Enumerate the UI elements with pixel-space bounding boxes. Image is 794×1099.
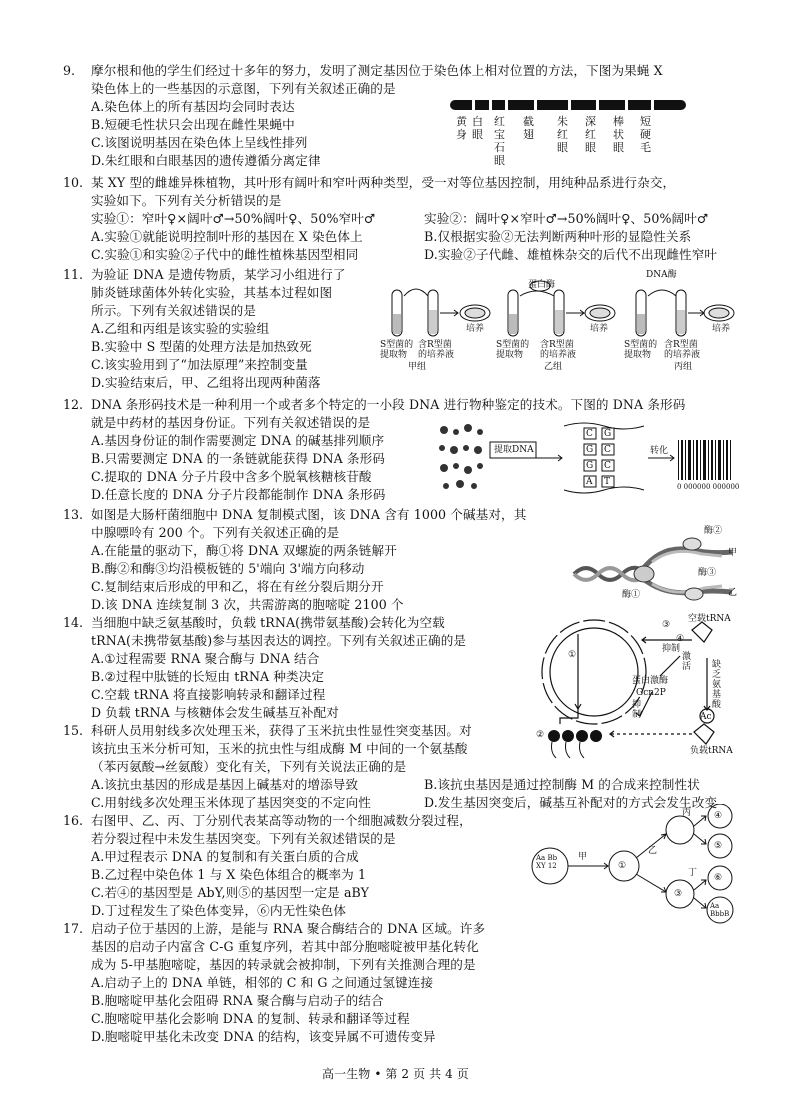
option-c: C.若④的基因型是 AbY,则⑤的基因型一定是 aBY — [91, 885, 370, 900]
question-stem: 如图是大肠杆菌细胞中 DNA 复制模式图，该 DNA 含有 1000 个碱基对，其 — [91, 507, 527, 522]
question-number: 11. — [63, 267, 84, 282]
option-b: B.实验中 S 型菌的处理方法是加热致死 — [91, 339, 312, 354]
enzyme2-label: 酶② — [704, 526, 723, 536]
medium-label: 含R型菌的培养液 — [540, 340, 577, 360]
option-b: B.胞嘧啶甲基化会阻碍 RNA 聚合酶与启动子的结合 — [91, 993, 384, 1008]
experiment-1: 实验①：窄叶♀×阔叶♂→50%阔叶♀、50%窄叶♂ — [91, 211, 376, 226]
lack-aa-label: 缺乏氨基酸 — [712, 660, 722, 710]
option-d: D.胞嘧啶甲基化未改变 DNA 的结构，该变异属不可遗传变异 — [91, 1029, 436, 1044]
option-c: C.提取的 DNA 分子片段中含多个脱氧核糖核苷酸 — [91, 469, 372, 484]
option-c: C.复制结束后形成的甲和乙，将在有丝分裂后期分开 — [91, 579, 384, 594]
option-d: D.实验结束后，甲、乙组将出现两种菌落 — [91, 375, 321, 390]
empty-trna-label: 空载tRNA — [688, 614, 731, 624]
question-stem: 右图甲、乙、丙、丁分别代表某高等动物的一个细胞减数分裂过程， — [91, 813, 472, 828]
question-number: 9. — [63, 63, 76, 78]
extract-label: S型菌的提取物 — [496, 340, 530, 360]
question-number: 12. — [63, 397, 84, 412]
question-stem: 若分裂过程中未发生基因突变。下列有关叙述错误的是 — [91, 831, 396, 846]
option-b: B.只需要测定 DNA 的一条链就能获得 DNA 条形码 — [91, 451, 385, 466]
option-c: C.胞嘧啶甲基化会影响 DNA 的复制、转录和翻译等过程 — [91, 1011, 410, 1026]
transformation-experiment-diagram — [378, 268, 738, 374]
question-stem: 就是中药材的基因身份证。下列有关叙述错误的是 — [91, 415, 371, 430]
inhibit-label: 抑制 — [662, 644, 681, 654]
option-d: D.发生基因突变后，碱基互补配对的方式会发生改变 — [424, 795, 718, 810]
option-c: C.该实验用到了“加法原理”来控制变量 — [91, 357, 308, 372]
n1-label: ① — [568, 650, 577, 660]
extract-label: S型菌的提取物 — [624, 340, 658, 360]
option-a: A.甲过程表示 DNA 的复制和有关蛋白质的合成 — [91, 849, 359, 864]
option-d: D.任意长度的 DNA 分子片段都能制作 DNA 条形码 — [91, 487, 386, 502]
group-label: 甲组 — [408, 362, 427, 372]
question-stem: 实验如下。下列有关分析错误的是 — [91, 193, 282, 208]
question-stem: tRNA(未携带氨基酸)参与基因表达的调控。下列有关叙述正确的是 — [91, 633, 467, 648]
page-footer: 高一生物 • 第 2 页 共 4 页 — [322, 1067, 469, 1081]
n3-label: ③ — [674, 889, 683, 899]
n4-label: ④ — [714, 811, 723, 821]
dna-replication-diagram — [572, 524, 738, 612]
option-a: A.在能量的驱动下，酶①将 DNA 双螺旋的两条链解开 — [91, 543, 397, 558]
option-d: D.朱红眼和白眼基因的遗传遵循分离定律 — [91, 153, 321, 168]
option-a: A.实验①就能说明控制叶形的基因在 X 染色体上 — [91, 229, 363, 244]
convert-label: 转化 — [650, 446, 669, 456]
gcn2p-label: Gcn2P — [636, 688, 666, 698]
option-c: C.实验①和实验②子代中的雌性植株基因型相同 — [91, 247, 359, 262]
question-stem: 当细胞中缺乏氨基酸时，负载 tRNA(携带氨基酸)会转化为空载 — [91, 615, 445, 630]
question-stem: （苯丙氨酸→丝氨酸）变化有关，下列有关说法正确的是 — [91, 759, 407, 774]
yi-label: 乙 — [648, 846, 658, 856]
gene-label: 朱红眼 — [557, 115, 568, 154]
n5-label: ⑤ — [714, 841, 723, 851]
loaded-trna-label: 负载tRNA — [690, 746, 733, 756]
base-label: G — [586, 445, 594, 455]
base-label: C — [604, 445, 611, 455]
cell-genotype: Aa Bb XY 12 — [536, 854, 558, 870]
enzyme3-label: 酶③ — [698, 568, 717, 578]
gene-label: 棒状眼 — [613, 115, 624, 154]
n4-label: ④ — [676, 634, 685, 644]
question-stem: 所示。下列有关叙述错误的是 — [91, 303, 257, 318]
option-d: D.实验②子代雌、雄植株杂交的后代不出现雌性窄叶 — [424, 247, 718, 262]
question-stem: 中腺嘌呤有 200 个。下列有关叙述正确的是 — [91, 525, 340, 540]
dnase-label: DNA酶 — [646, 270, 677, 280]
ac-label: Ac — [700, 712, 712, 722]
question-number: 15. — [63, 723, 84, 738]
n3-label: ③ — [662, 620, 671, 630]
bing-label: 丙 — [682, 808, 692, 818]
x-chromosome-diagram — [450, 95, 688, 175]
option-a: A.该抗虫基因的形成是基因上碱基对的增添导致 — [91, 777, 359, 792]
option-c: C.该图说明基因在染色体上呈线性排列 — [91, 135, 308, 150]
base-label: A — [586, 477, 593, 487]
question-number: 17. — [63, 921, 84, 936]
option-b: B.该抗虫基因是通过控制酶 M 的合成来控制性状 — [424, 777, 700, 792]
protein-kinase-label: 蛋白激酶 — [632, 676, 669, 686]
gene-label: 黄身 — [456, 115, 467, 141]
jia-label: 甲 — [578, 852, 588, 862]
option-b: B.酶②和酶③均沿模板链的 5'端向 3'端方向移动 — [91, 561, 365, 576]
option-b: B.仅根据实验②无法判断两种叶形的显隐性关系 — [424, 229, 692, 244]
option-b: B.乙过程中染色体 1 与 X 染色体组合的概率为 1 — [91, 867, 367, 882]
barcode-digits: 0 000000 000000 — [677, 483, 740, 491]
gene-label: 短硬毛 — [640, 115, 651, 154]
base-label: C — [604, 461, 611, 471]
option-c: C.用射线多次处理玉米体现了基因突变的不定向性 — [91, 795, 371, 810]
question-stem: 为验证 DNA 是遗传物质，某学习小组进行了 — [91, 267, 346, 282]
gene-label: 深红眼 — [585, 115, 596, 154]
n2-label: ② — [536, 730, 545, 740]
question-stem: 启动子位于基因的上游，是能与 RNA 聚合酶结合的 DNA 区域。许多 — [91, 921, 486, 936]
medium-label: 含R型菌的培养液 — [664, 340, 701, 360]
base-label: G — [604, 429, 612, 439]
option-a: A.①过程需要 RNA 聚合酶与 DNA 结合 — [91, 651, 320, 666]
option-a: A.染色体上的所有基因均会同时表达 — [91, 99, 295, 114]
protease-label: 蛋白酶 — [528, 280, 556, 290]
question-stem: 肺炎链球菌体外转化实验，其基本过程如图 — [91, 285, 333, 300]
yi-label: 乙 — [728, 588, 738, 598]
base-label: C — [586, 429, 593, 439]
question-stem: 基因的启动子内富含 C-G 重复序列，若其中部分胞嘧啶被甲基化转化 — [91, 939, 479, 954]
question-number: 13. — [63, 507, 84, 522]
gene-label: 红宝石眼 — [494, 115, 505, 167]
jia-label: 甲 — [728, 548, 738, 558]
question-number: 10. — [63, 175, 84, 190]
question-stem: 染色体上的一些基因的示意图，下列有关叙述正确的是 — [91, 81, 396, 96]
question-stem: DNA 条形码技术是一种利用一个或者多个特定的一小段 DNA 进行物种鉴定的技术。下图的 DNA 条形码 — [91, 397, 686, 412]
gene-label: 白眼 — [472, 115, 483, 141]
trna-regulation-diagram — [532, 612, 742, 762]
base-label: G — [586, 461, 594, 471]
question-stem: 科研人员用射线多次处理玉米，获得了玉米抗虫性显性突变基因。对 — [91, 723, 472, 738]
enzyme1-label: 酶① — [622, 590, 641, 600]
extract-label: S型菌的提取物 — [380, 340, 414, 360]
cell6-genotype: Aa BbbB — [710, 902, 730, 918]
option-d: D 负载 tRNA 与核糖体会发生碱基互补配对 — [91, 705, 339, 720]
medium-label: 含R型菌的培养液 — [418, 340, 455, 360]
n6-label: ⑥ — [714, 873, 723, 883]
chromosome-svg — [450, 95, 688, 175]
group-label: 丙组 — [674, 362, 693, 372]
n1-label: ① — [618, 861, 627, 871]
culture-label: 培养 — [466, 324, 485, 334]
question-stem: 该抗虫玉米分析可知，玉米的抗虫性与组成酶 M 中间的一个氨基酸 — [91, 741, 468, 756]
trna-svg — [532, 612, 742, 762]
question-number: 14. — [63, 615, 84, 630]
question-stem: 摩尔根和他的学生们经过十多年的努力，发明了测定基因位于染色体上相对位置的方法，下图为果蝇 X — [91, 63, 663, 78]
option-a: A.启动子上的 DNA 单链，相邻的 C 和 G 之间通过氢键连接 — [91, 975, 434, 990]
option-a: A.乙组和丙组是该实验的实验组 — [91, 321, 270, 336]
culture-label: 培养 — [590, 324, 609, 334]
suppress-label: 抑制 — [632, 700, 642, 720]
culture-label: 培养 — [712, 324, 731, 334]
option-b: B.短硬毛性状只会出现在雌性果蝇中 — [91, 117, 295, 132]
option-b: B.②过程中肽链的长短由 tRNA 种类决定 — [91, 669, 325, 684]
dna-barcode-diagram — [434, 420, 740, 498]
group-label: 乙组 — [544, 362, 563, 372]
option-d: D.丁过程发生了染色体变异，⑥内无性染色体 — [91, 903, 347, 918]
experiment-2: 实验②：阔叶♀×窄叶♂→50%阔叶♀、50%阔叶♂ — [424, 211, 709, 226]
extract-dna-label: 提取DNA — [494, 445, 534, 455]
option-a: A.基因身份证的制作需要测定 DNA 的碱基排列顺序 — [91, 433, 385, 448]
gene-label: 截翅 — [523, 115, 534, 141]
question-number: 16. — [63, 813, 84, 828]
question-stem: 成为 5-甲基胞嘧啶，基因的转录就会被抑制，下列有关推测合理的是 — [91, 957, 476, 972]
option-c: C.空载 tRNA 将直接影响转录和翻译过程 — [91, 687, 326, 702]
activate-label: 激活 — [682, 652, 692, 672]
question-stem: 某 XY 型的雌雄异株植物，其叶形有阔叶和窄叶两种类型，受一对等位基因控制，用纯种品系进行杂交， — [91, 175, 676, 190]
base-label: T — [604, 477, 611, 487]
meiosis-diagram — [530, 804, 742, 926]
ding-label: 丁 — [688, 868, 698, 878]
option-d: D.该 DNA 连续复制 3 次，共需游离的胞嘧啶 2100 个 — [91, 597, 404, 612]
